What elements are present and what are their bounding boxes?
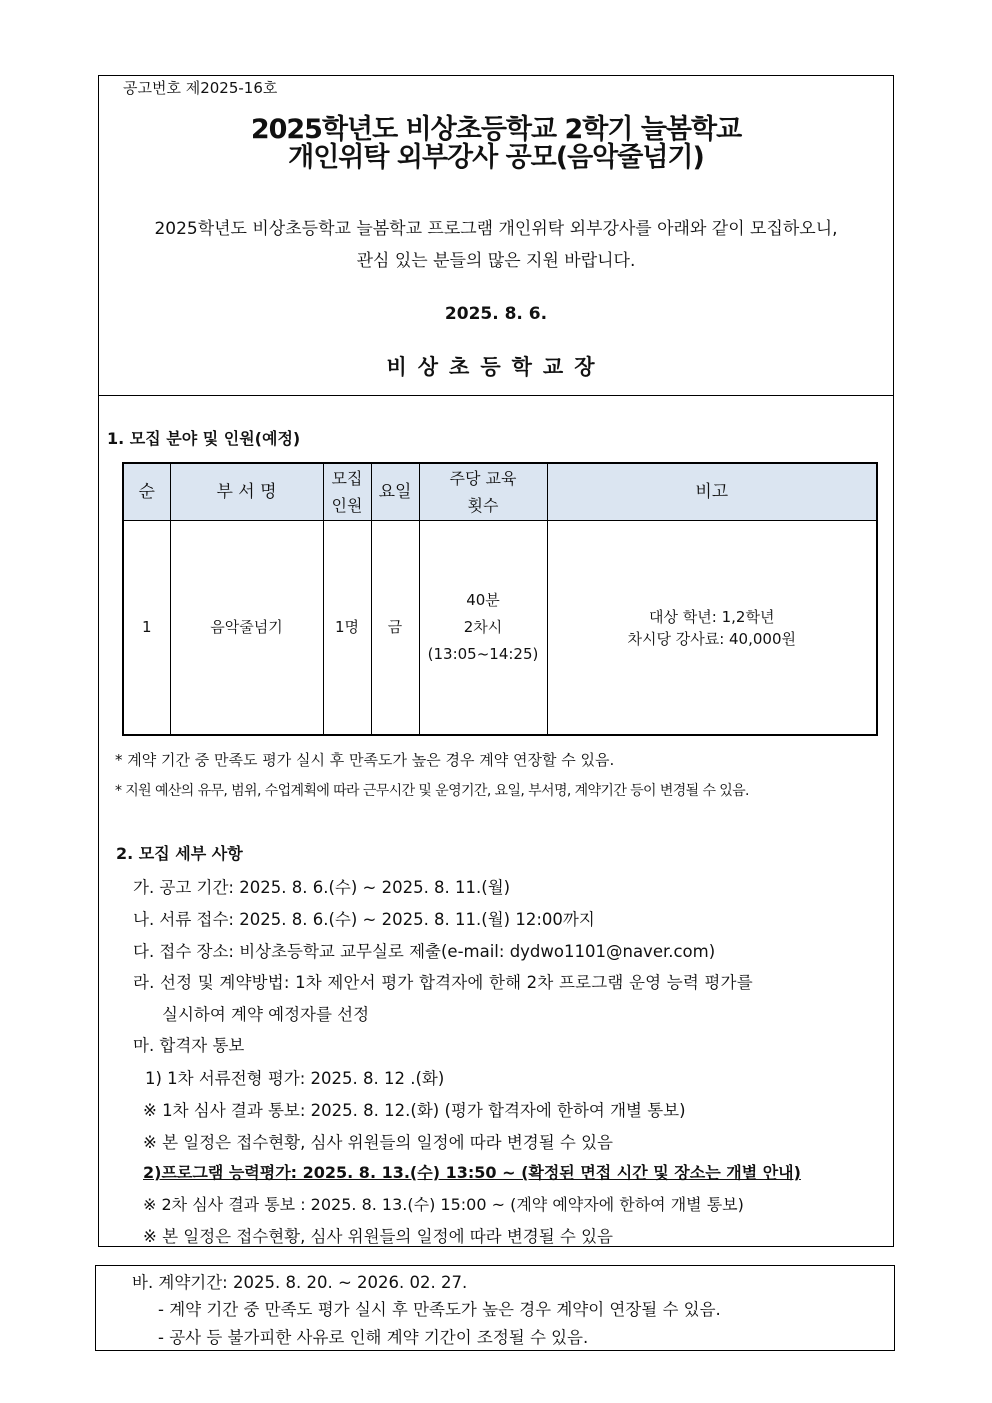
remark-grade: 대상 학년: 1,2학년	[649, 607, 775, 626]
title-line-1: 2025학년도 비상초등학교 2학기 늘봄학교	[250, 114, 742, 145]
table-note-1: * 계약 기간 중 만족도 평가 실시 후 만족도가 높은 경우 계약 연장할 수 있음.	[115, 751, 615, 769]
cell-sessions	[419, 521, 547, 736]
col-header-sessions: 주당 교육 횟수	[419, 463, 547, 521]
cell-count: 1명	[323, 521, 371, 736]
item-ma-1-note-1: ※ 1차 심사 결과 통보: 2025. 8. 12.(화) (평가 합격자에 한하여 개별 통보)	[143, 1101, 686, 1120]
table-header-row	[123, 463, 877, 521]
section1-heading: 1. 모집 분야 및 인원(예정)	[107, 429, 301, 448]
contract-frame	[95, 1265, 895, 1351]
item-ga: 가. 공고 기간: 2025. 8. 6.(수) ~ 2025. 8. 11.(월)	[133, 878, 511, 897]
item-ma-1: 1) 1차 서류전형 평가: 2025. 8. 12 .(화)	[145, 1069, 445, 1088]
cell-day: 금	[371, 521, 419, 736]
sessions-time: (13:05~14:25)	[427, 645, 539, 663]
table-note-2: * 지원 예산의 유무, 범위, 수업계획에 따라 근무시간 및 운영기간, 요일, 부서명, 계약기간 등이 변경될 수 있음.	[115, 783, 749, 799]
col-header-remark: 비고	[547, 463, 877, 521]
intro-line-1: 2025학년도 비상초등학교 늘봄학교 프로그램 개인위탁 외부강사를 아래와 같이 모집하오니,	[154, 219, 838, 239]
intro-line-2: 관심 있는 분들의 많은 지원 바랍니다.	[356, 251, 636, 271]
col-header-day: 요일	[371, 463, 419, 521]
contract-note-1: - 계약 기간 중 만족도 평가 실시 후 만족도가 높은 경우 계약이 연장될 수 있음.	[158, 1300, 721, 1319]
divider	[99, 395, 893, 396]
principal-signature: 비상초등학교장	[386, 355, 606, 379]
item-ma: 마. 합격자 통보	[133, 1036, 245, 1055]
section2-heading: 2. 모집 세부 사항	[116, 844, 243, 863]
item-ra-2: 실시하여 계약 예정자를 선정	[162, 1005, 370, 1024]
remark-fee: 차시당 강사료: 40,000원	[627, 629, 796, 648]
cell-no: 1	[123, 521, 170, 736]
item-ma-2: 2)프로그램 능력평가: 2025. 8. 13.(수) 13:50 ~ (확정된 면접 시간 및 장소는 개별 안내)	[143, 1163, 801, 1182]
col-header-count: 모집 인원	[323, 463, 371, 521]
notice-frame	[98, 75, 894, 1247]
notice-number: 공고번호 제2025-16호	[123, 79, 278, 97]
sessions-count: 2차시	[463, 618, 503, 636]
item-da: 다. 접수 장소: 비상초등학교 교무실로 제출(e-mail: dydwo1101@naver.com)	[133, 942, 716, 961]
col-header-no: 순	[123, 463, 170, 521]
item-ra-1: 라. 선정 및 계약방법: 1차 제안서 평가 합격자에 한해 2차 프로그램 운영 능력 평가를	[133, 973, 753, 992]
cell-dept: 음악줄넘기	[170, 521, 323, 736]
item-ma-2-note-2: ※ 본 일정은 접수현황, 심사 위원들의 일정에 따라 변경될 수 있음	[143, 1227, 613, 1246]
notice-date: 2025. 8. 6.	[444, 304, 548, 324]
item-ma-1-note-2: ※ 본 일정은 접수현황, 심사 위원들의 일정에 따라 변경될 수 있음	[143, 1133, 613, 1152]
col-header-dept: 부 서 명	[170, 463, 323, 521]
sessions-duration: 40분	[466, 591, 500, 609]
recruitment-table	[122, 462, 878, 736]
title-line-2: 개인위탁 외부강사 공모(음악줄넘기)	[288, 142, 704, 173]
contract-period: 바. 계약기간: 2025. 8. 20. ~ 2026. 02. 27.	[132, 1273, 468, 1292]
item-ma-2-note-1: ※ 2차 심사 결과 통보 : 2025. 8. 13.(수) 15:00 ~ (계약 예약자에 한하여 개별 통보)	[143, 1195, 744, 1214]
cell-remark	[547, 521, 877, 736]
item-na: 나. 서류 접수: 2025. 8. 6.(수) ~ 2025. 8. 11.(월) 12:00까지	[133, 910, 595, 929]
contract-note-2: - 공사 등 불가피한 사유로 인해 계약 기간이 조정될 수 있음.	[158, 1328, 589, 1347]
table-row	[123, 521, 877, 736]
